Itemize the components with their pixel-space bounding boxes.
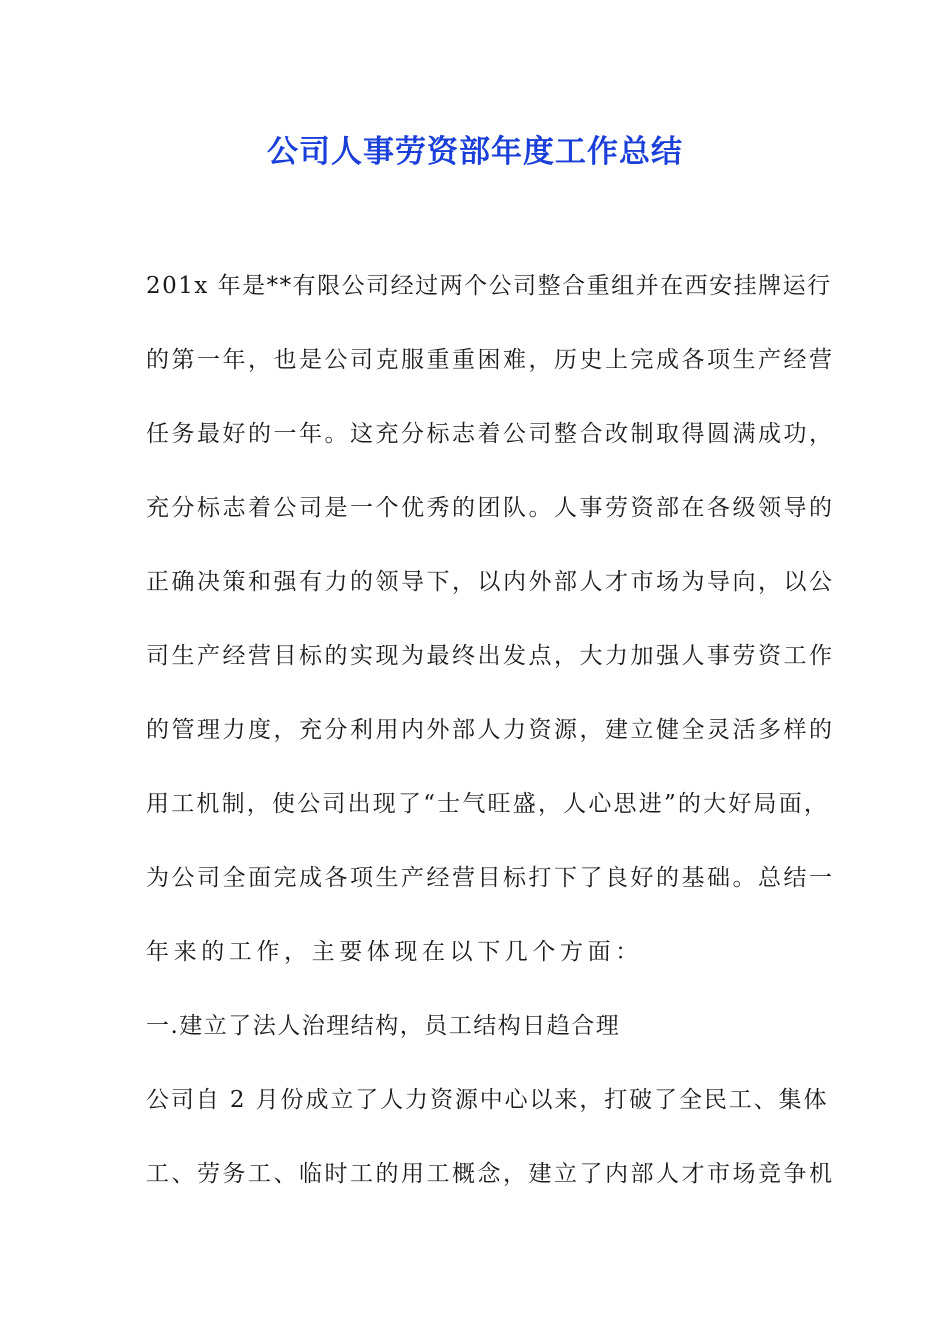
body-line: 的管理力度，充分利用内外部人力资源，建立健全灵活多样的 [146,717,835,743]
body-line: 司生产经营目标的实现为最终出发点，大力加强人事劳资工作 [146,643,835,669]
body-line: 公司自 2 月份成立了人力资源中心以来，打破了全民工、集体 [146,1087,829,1113]
document-title: 公司人事劳资部年度工作总结 [267,134,683,170]
body-line: 201x 年是**有限公司经过两个公司整合重组并在西安挂牌运行 [146,273,832,299]
body-line: 充分标志着公司是一个优秀的团队。人事劳资部在各级领导的 [146,495,835,521]
section-heading: 一.建立了法人治理结构，员工结构日趋合理 [146,1013,621,1039]
body-line: 的第一年，也是公司克服重重困难，历史上完成各项生产经营 [146,347,835,373]
body-line: 用工机制，使公司出现了“士气旺盛，人心思进”的大好局面， [146,791,830,817]
body-line: 工、劳务工、临时工的用工概念，建立了内部人才市场竞争机 [146,1161,835,1187]
body-line: 正确决策和强有力的领导下，以内外部人才市场为导向，以公 [146,569,835,595]
body-line: 任务最好的一年。这充分标志着公司整合改制取得圆满成功， [146,421,835,447]
body-line: 为公司全面完成各项生产经营目标打下了良好的基础。总结一 [146,865,835,891]
body-line: 年来的工作，主要体现在以下几个方面： [146,939,643,965]
